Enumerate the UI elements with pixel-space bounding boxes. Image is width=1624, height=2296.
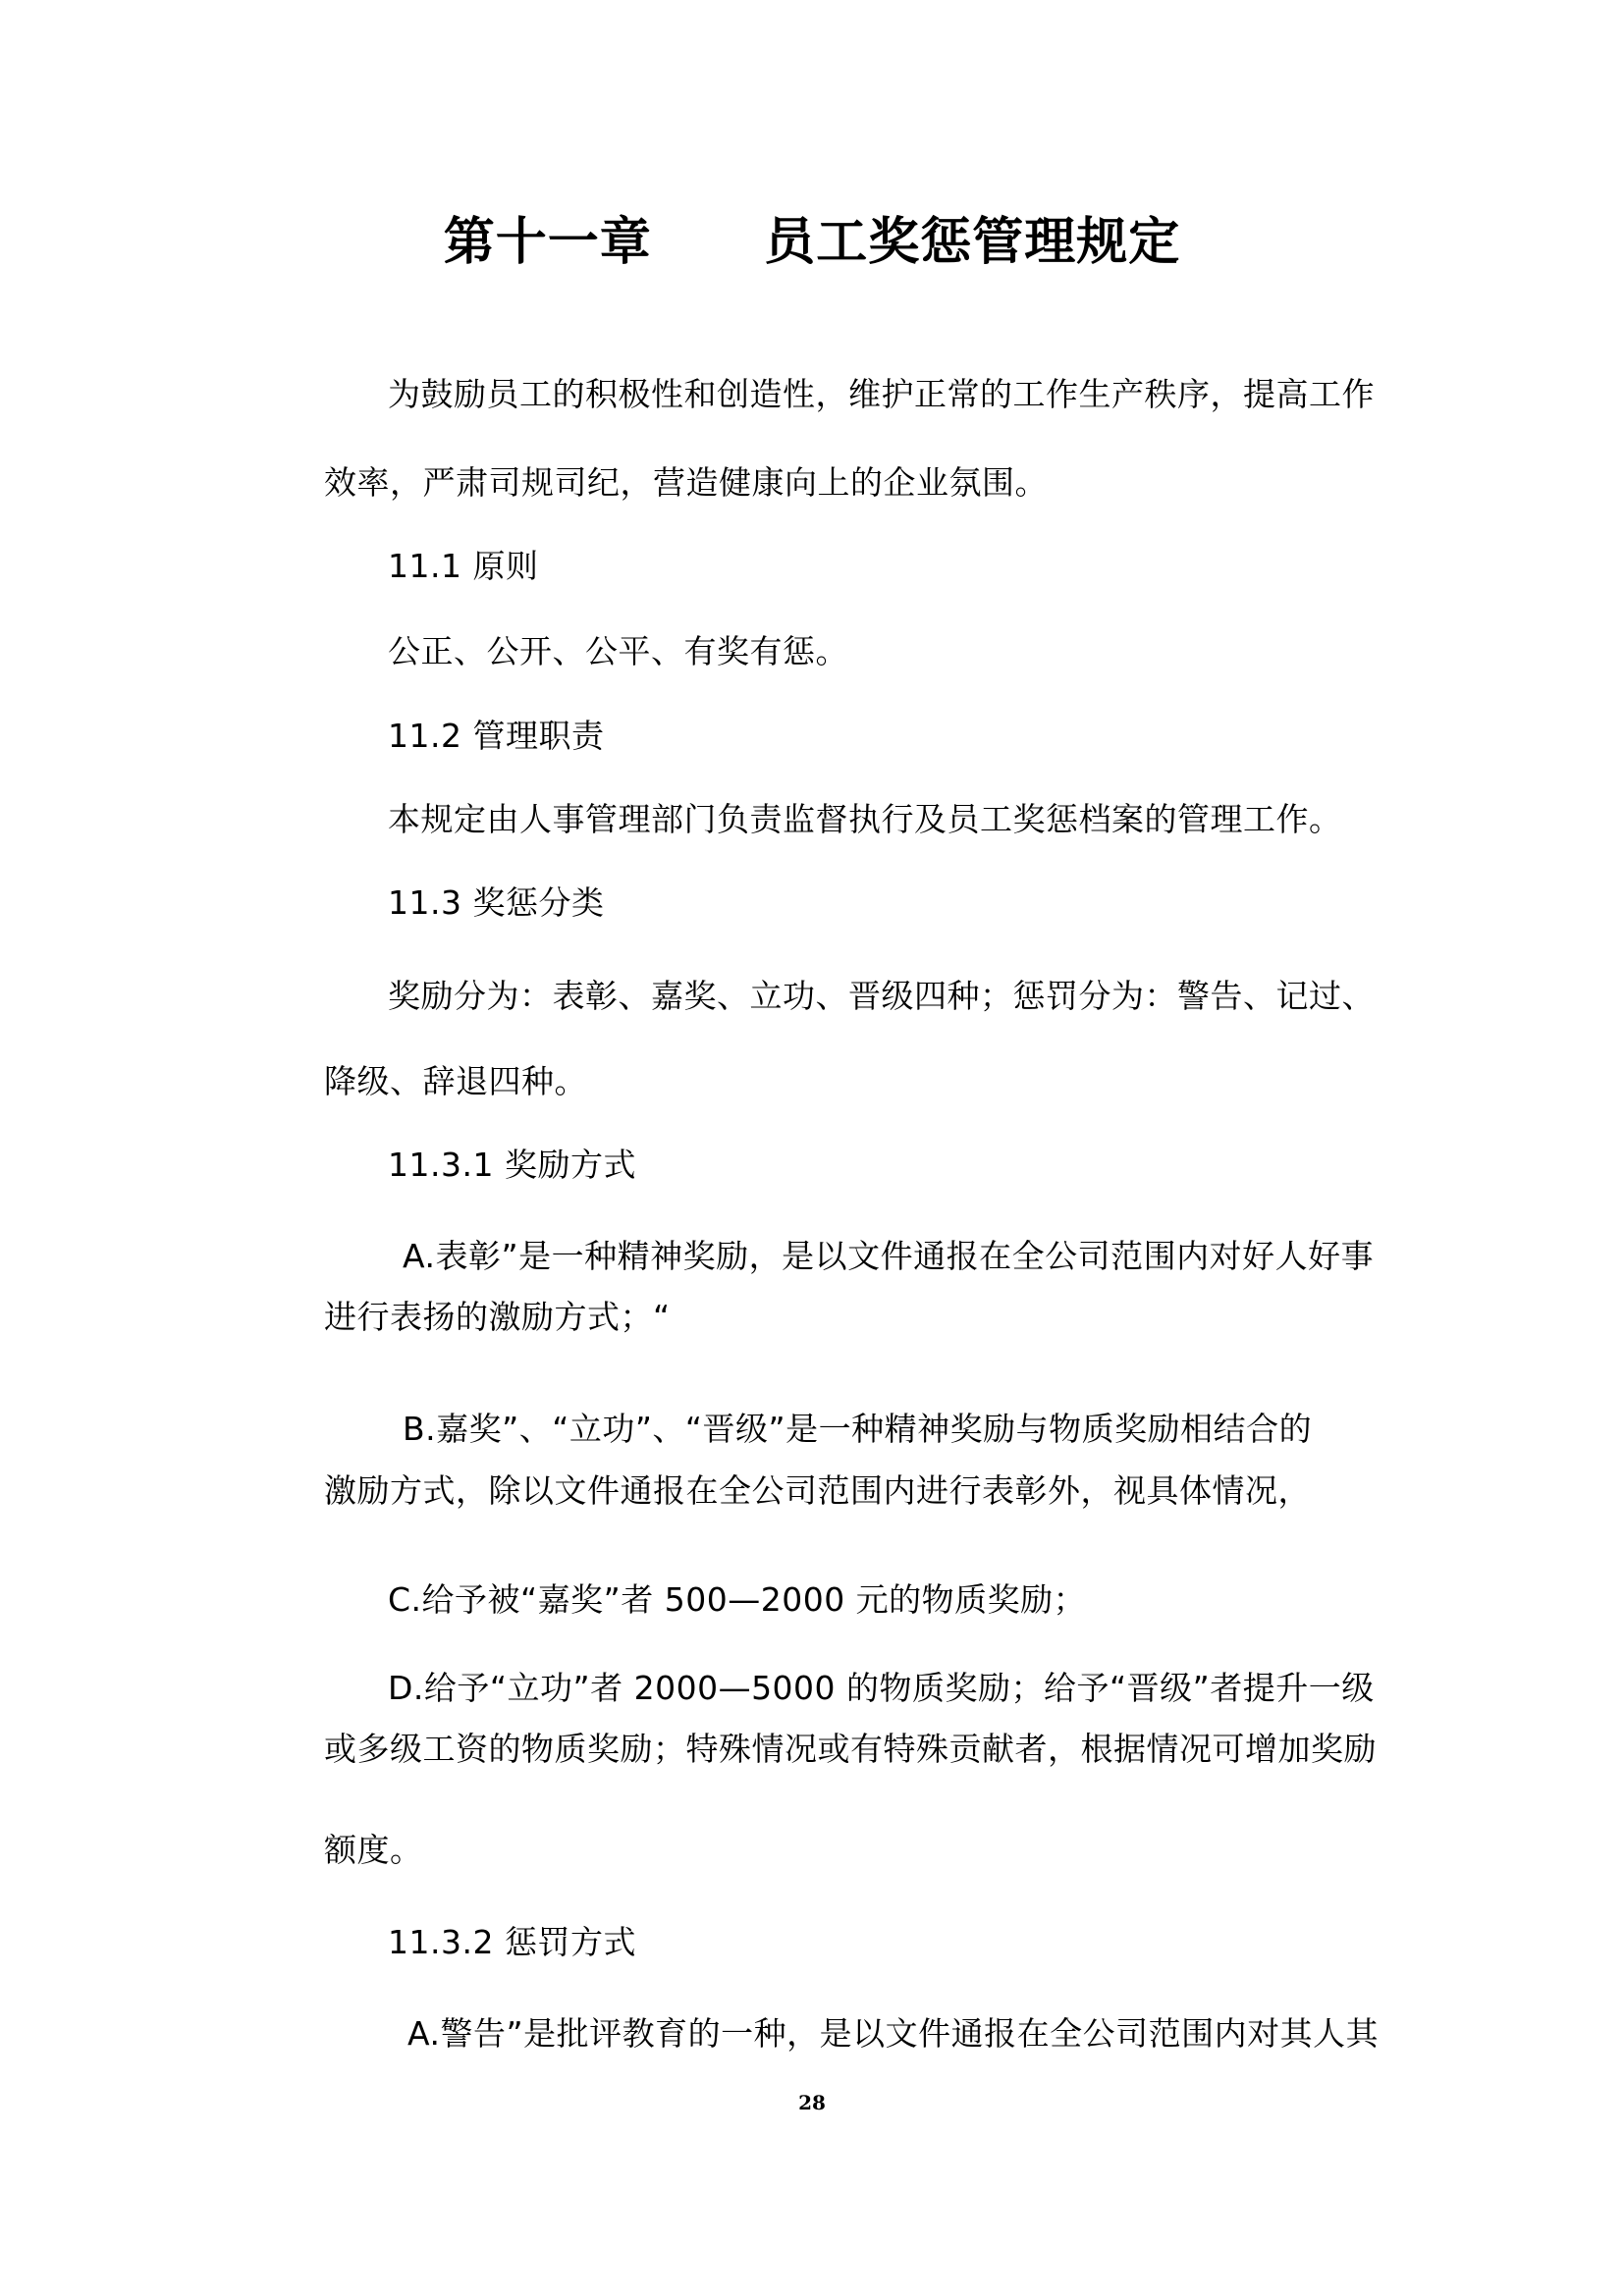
body-line: D.给予“立功”者 2000—5000 的物质奖励；给予“晋级”者提升一级 (388, 1669, 1375, 1707)
body-line: 本规定由人事管理部门负责监督执行及员工奖惩档案的管理工作。 (388, 800, 1342, 838)
body-line: 公正、公开、公平、有奖有惩。 (388, 632, 848, 670)
page-number: 28 (798, 2091, 826, 2114)
body-line: A.表彰”是一种精神奖励，是以文件通报在全公司范围内对好人好事 (403, 1237, 1375, 1275)
body-line: 或多级工资的物质奖励；特殊情况或有特殊贡献者，根据情况可增加奖励 (324, 1730, 1377, 1768)
section-heading: 11.2 管理职责 (388, 717, 605, 755)
body-line: B.嘉奖”、“立功”、“晋级”是一种精神奖励与物质奖励相结合的 (403, 1410, 1313, 1448)
body-line: 进行表扬的激励方式；“ (324, 1298, 671, 1336)
body-line: 奖励分为：表彰、嘉奖、立功、晋级四种；惩罚分为：警告、记过、 (388, 977, 1375, 1015)
subsection-heading: 11.3.1 奖励方式 (388, 1146, 636, 1184)
body-line: A.警告”是批评教育的一种，是以文件通报在全公司范围内对其人其 (407, 2014, 1380, 2053)
body-line: C.给予被“嘉奖”者 500—2000 元的物质奖励； (388, 1580, 1087, 1619)
chapter-title: 第十一章 员工奖惩管理规定 (443, 213, 1181, 272)
section-heading: 11.1 原则 (388, 547, 539, 585)
subsection-heading: 11.3.2 惩罚方式 (388, 1923, 636, 1961)
section-heading: 11.3 奖惩分类 (388, 883, 605, 922)
body-line: 效率，严肃司规司纪，营造健康向上的企业氛围。 (324, 463, 1048, 502)
body-line: 额度。 (324, 1831, 423, 1869)
body-line: 为鼓励员工的积极性和创造性，维护正常的工作生产秩序，提高工作 (388, 375, 1375, 413)
body-line: 激励方式，除以文件通报在全公司范围内进行表彰外，视具体情况， (324, 1471, 1311, 1510)
body-line: 降级、辞退四种。 (324, 1062, 587, 1100)
